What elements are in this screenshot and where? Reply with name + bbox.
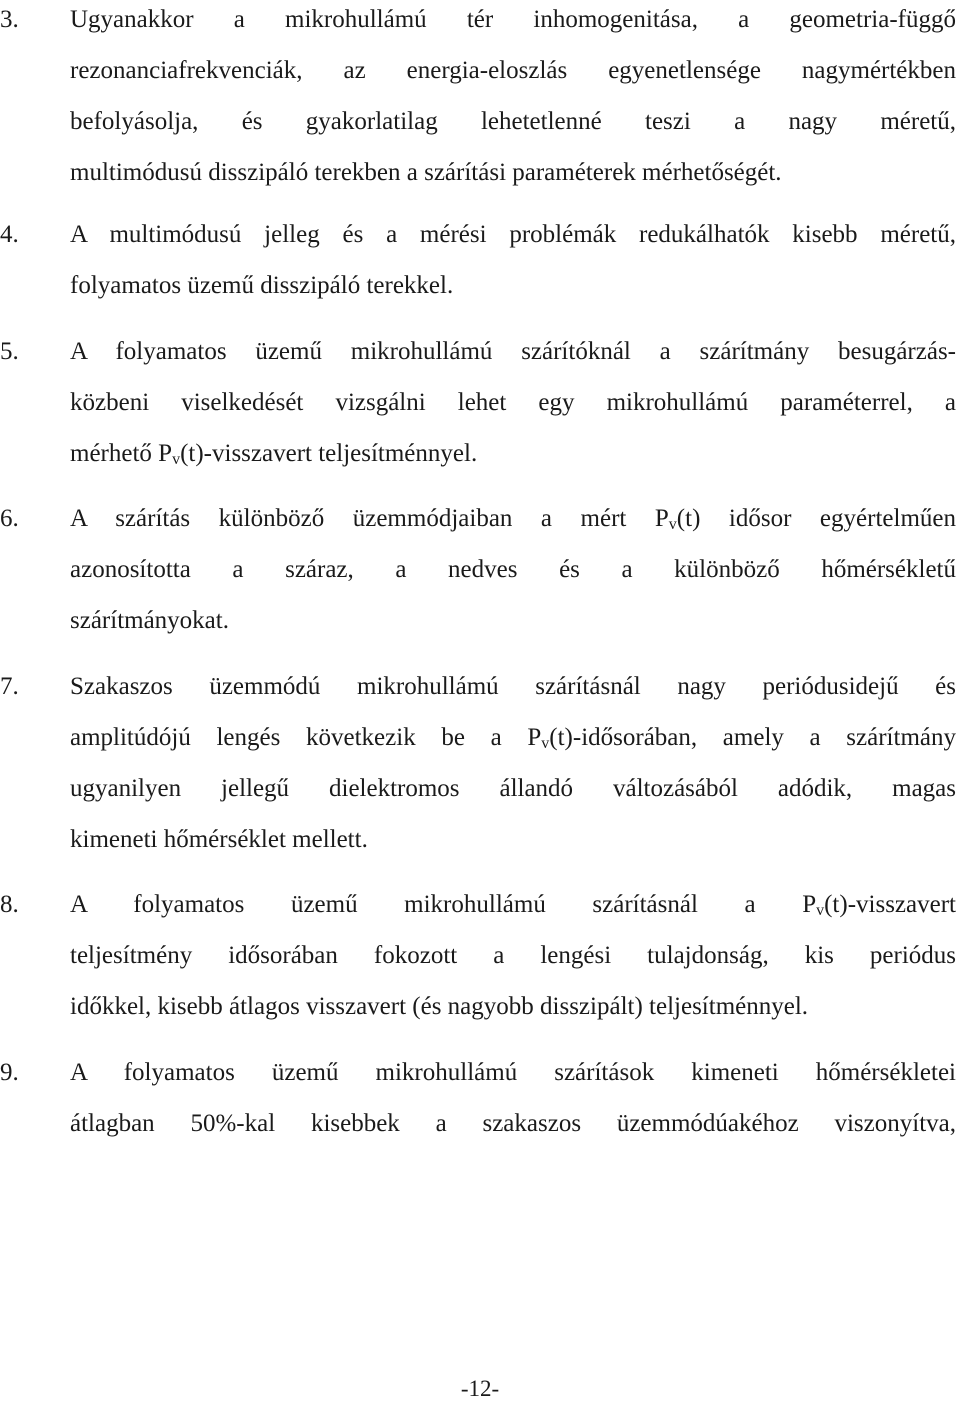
text-line: kimeneti hőmérséklet mellett.: [70, 826, 368, 853]
item-number: 3.: [0, 6, 19, 33]
subscript: v: [541, 735, 550, 752]
item-text: [70, 493, 956, 646]
text-line: A multimódusú jelleg és a mérési problémák redukálhatók kisebb méretű,: [70, 221, 956, 248]
text-line: multimódusú disszipáló terekben a szárítási paraméterek mérhetőségét.: [70, 159, 782, 186]
subscript: v: [172, 451, 181, 468]
item-text: [70, 326, 956, 479]
text-line: teljesítmény idősorában fokozott a lengési tulajdonság, kis periódus: [70, 942, 956, 969]
item-text: [70, 1047, 956, 1149]
item-text: [70, 879, 956, 1032]
item-text: [70, 0, 956, 198]
text-line: A szárítás különböző üzemmódjaiban a mért Pv(t) idősor egyértelműen: [70, 505, 956, 533]
text-line: ugyanilyen jellegű dielektromos állandó változásából adódik, magas: [70, 775, 956, 802]
text-line: folyamatos üzemű disszipáló terekkel.: [70, 272, 454, 299]
text-line: amplitúdójú lengés következik be a Pv(t)-idősorában, amely a szárítmány: [70, 724, 956, 752]
item-number: 5.: [0, 338, 19, 365]
text-line: A folyamatos üzemű mikrohullámú szárítások kimeneti hőmérsékletei: [70, 1059, 956, 1086]
item-number: 8.: [0, 891, 19, 918]
text-line: A folyamatos üzemű mikrohullámú szárítóknál a szárítmány besugárzás-: [70, 338, 956, 365]
item-number: 4.: [0, 221, 19, 248]
text-line: rezonanciafrekvenciák, az energia-eloszlás egyenetlensége nagymértékben: [70, 57, 956, 84]
text-line: azonosította a száraz, a nedves és a különböző hőmérsékletű: [70, 556, 956, 583]
item-number: 7.: [0, 673, 19, 700]
text-line: Szakaszos üzemmódú mikrohullámú szárításnál nagy periódusidejű és: [70, 673, 956, 700]
text-line: Ugyanakkor a mikrohullámú tér inhomogenitása, a geometria-függő: [70, 6, 956, 33]
text-line: időkkel, kisebb átlagos visszavert (és nagyobb disszipált) teljesítménnyel.: [70, 993, 809, 1020]
item-number: 6.: [0, 505, 19, 532]
text-line: közbeni viselkedését vizsgálni lehet egy mikrohullámú paraméterrel, a: [70, 389, 956, 416]
text-line: A folyamatos üzemű mikrohullámú szárításnál a Pv(t)-visszavert: [70, 891, 956, 919]
item-text: [70, 209, 956, 311]
subscript: v: [668, 516, 677, 533]
subscript: v: [816, 902, 825, 919]
item-number: 9.: [0, 1059, 19, 1086]
text-line: befolyásolja, és gyakorlatilag lehetetlenné teszi a nagy méretű,: [70, 108, 956, 135]
text-line: mérhető Pv(t)-visszavert teljesítménnyel.: [70, 440, 478, 468]
text-line: szárítmányokat.: [70, 607, 229, 634]
page-number: -12-: [460, 1376, 500, 1401]
text-line: átlagban 50%-kal kisebbek a szakaszos üzemmódúakéhoz viszonyítva,: [70, 1110, 956, 1137]
item-text: [70, 661, 956, 865]
